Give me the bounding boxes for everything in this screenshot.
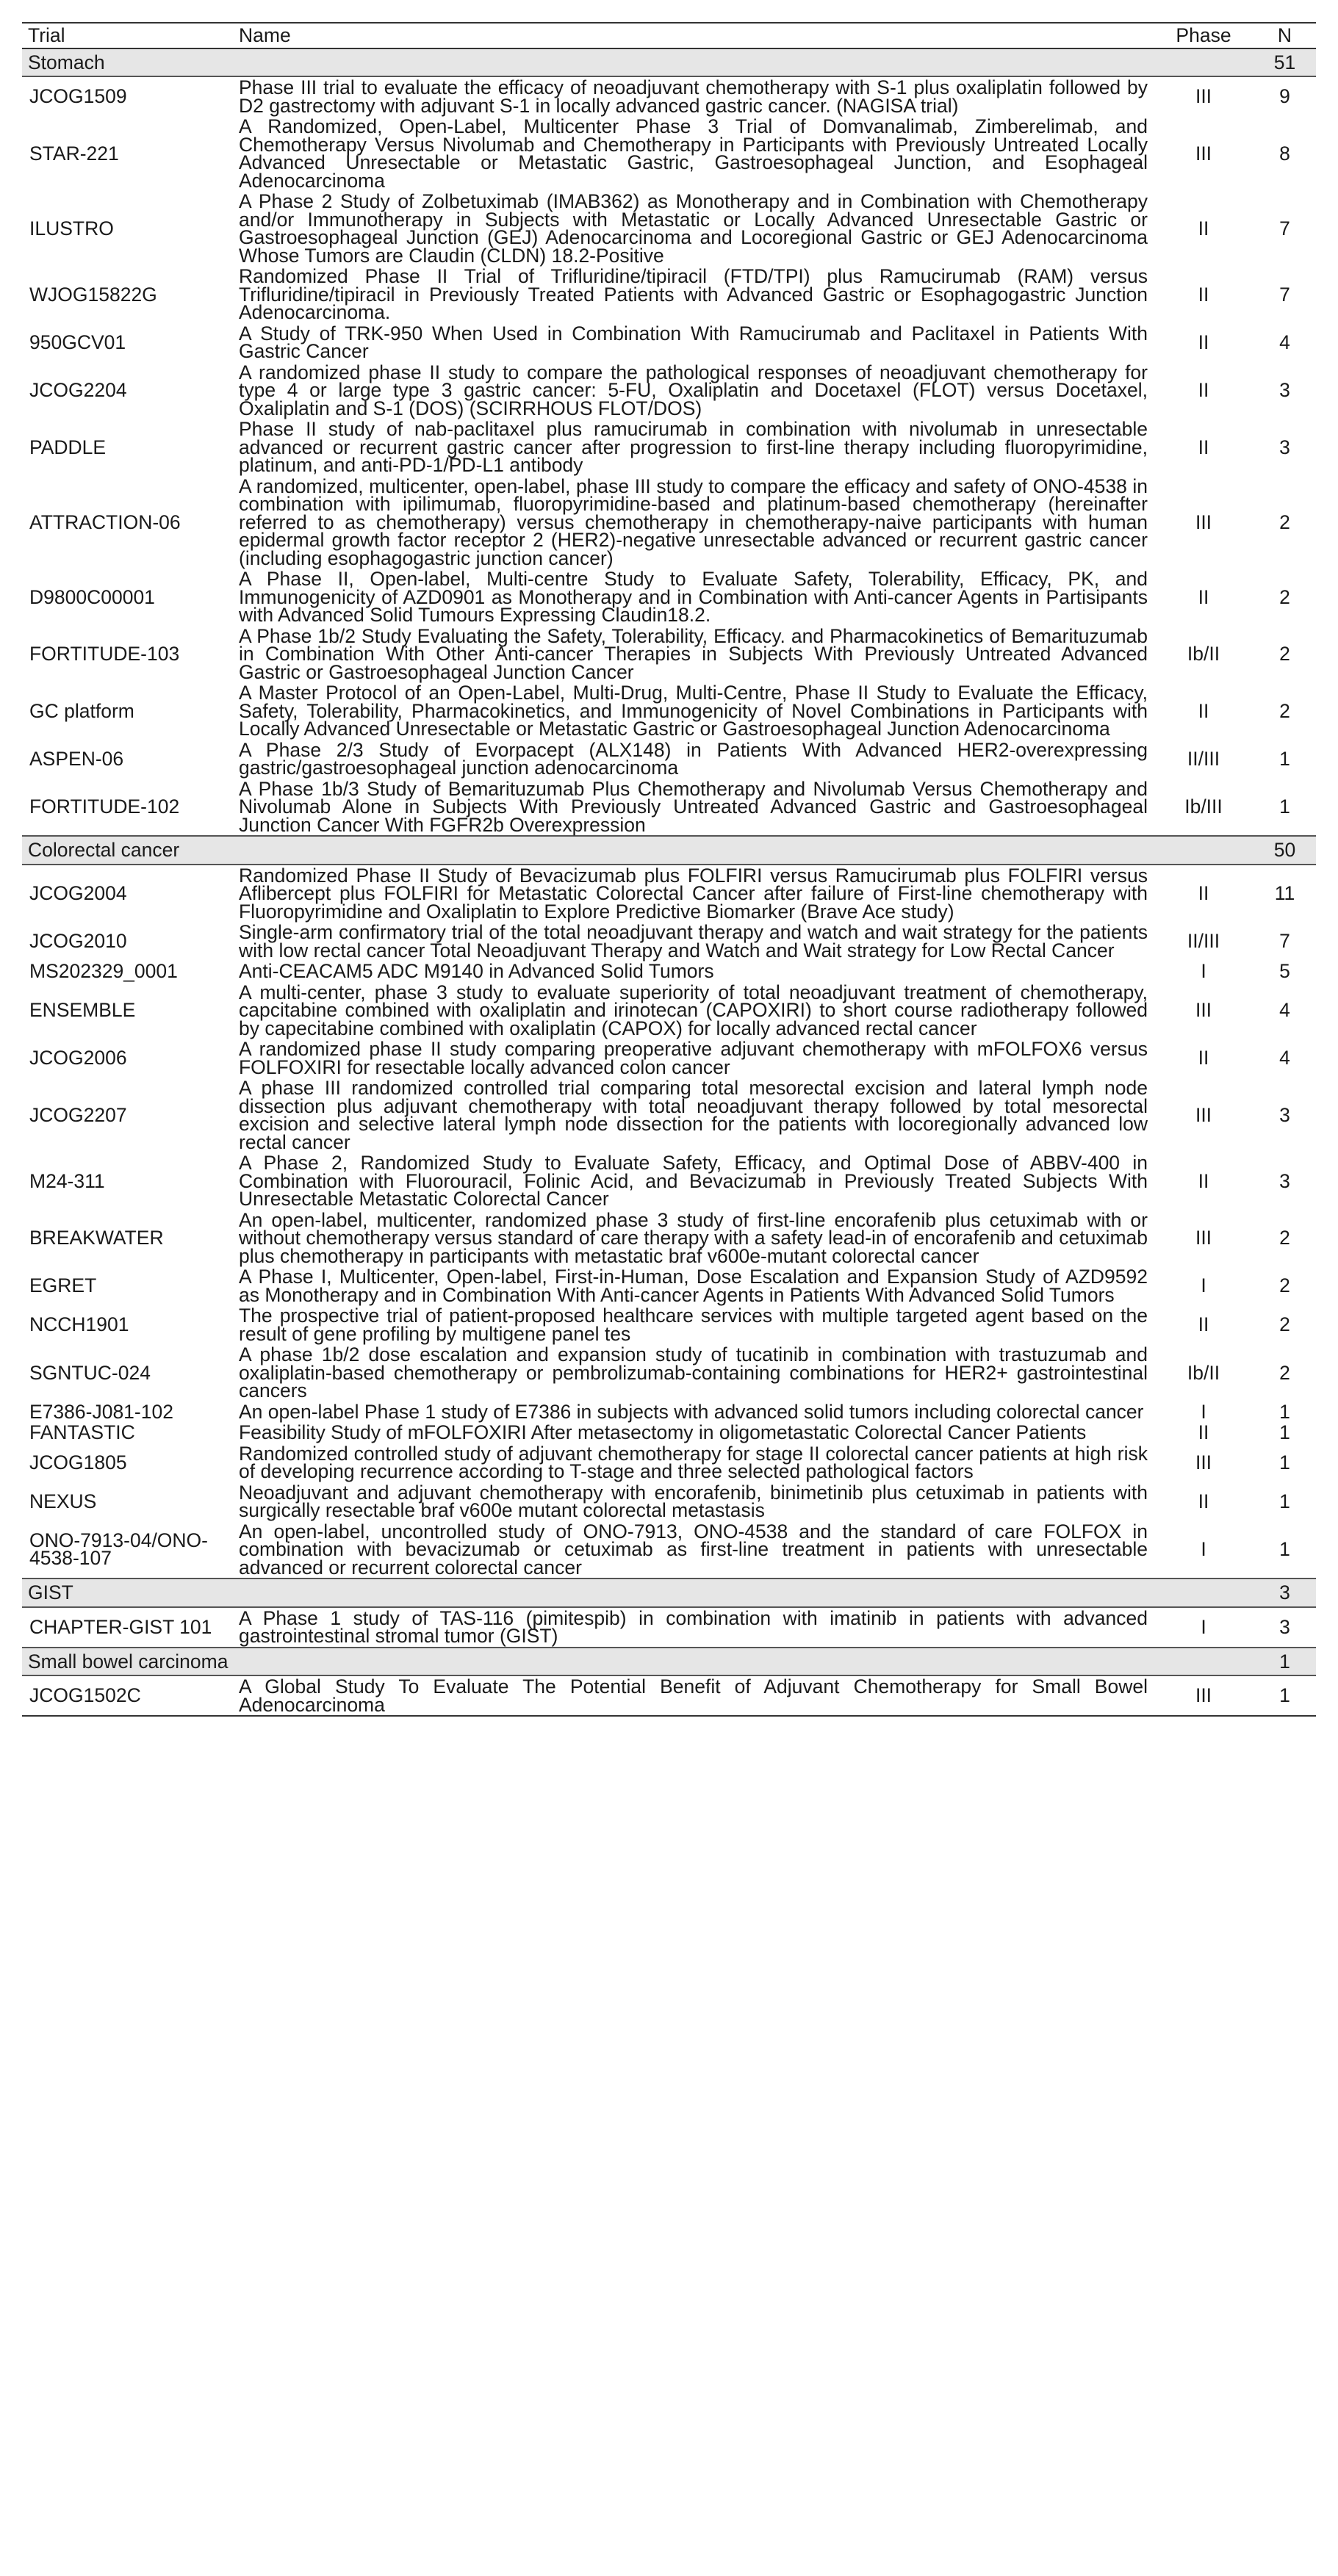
table-row: [22, 1521, 1316, 1579]
trial-cell: ATTRACTION-06: [29, 510, 181, 533]
phase-cell: III: [1195, 142, 1212, 165]
n-cell: 1: [1254, 1675, 1316, 1716]
n-cell: 11: [1274, 882, 1295, 904]
name-cell: Randomized Phase II Study of Bevacizumab plus FOLFIRI versus Ramucirumab plus FOLFIRI versus Aflibercept plus FOLFIRI for Metastatic Colorectal Cancer after failure of First-line chemotherapy with Fluoropyrimidine and Oxaliplatin to Explore Predictive Biomarker (Brave Ace study): [239, 864, 1148, 923]
phase-cell: Ib/II: [1187, 1361, 1220, 1384]
table-row: [22, 922, 1316, 961]
name-cell: An open-label Phase 1 study of E7386 in subjects with advanced solid tumors including colorectal cancer: [239, 1400, 1144, 1423]
table-row: [22, 1266, 1316, 1305]
table-row: [22, 476, 1316, 569]
trial-cell: WJOG15822G: [29, 283, 157, 306]
trial-cell: D9800C00001: [29, 585, 155, 608]
trial-cell: ONO-7913-04/ONO-4538-107: [29, 1529, 208, 1570]
table-row: [22, 191, 1316, 266]
n-cell: 2: [1279, 510, 1290, 533]
trial-cell: JCOG2207: [29, 1103, 127, 1126]
trial-cell: JCOG1509: [29, 85, 127, 108]
table-row: [22, 266, 1316, 323]
trial-cell: STAR-221: [29, 142, 119, 165]
table-row: [22, 1078, 1316, 1152]
section-header-row: [22, 48, 1316, 77]
n-cell: 1: [1279, 1538, 1290, 1560]
trial-cell: BREAKWATER: [29, 1227, 164, 1249]
phase-cell: III: [1195, 510, 1212, 533]
trial-cell: JCOG2204: [29, 379, 127, 401]
phase-cell: II: [1198, 1313, 1209, 1336]
n-cell: 3: [1279, 1615, 1290, 1638]
n-cell: 2: [1279, 643, 1290, 665]
trial-cell: EGRET: [29, 1274, 97, 1297]
section-total: 3: [1254, 1579, 1316, 1607]
clinical-trials-table: [22, 22, 1316, 1717]
phase-cell: II: [1198, 1047, 1209, 1069]
phase-cell: I: [1201, 1538, 1206, 1560]
n-cell: 9: [1279, 85, 1290, 108]
table-row: [22, 1443, 1316, 1482]
trial-cell: M24-311: [29, 1169, 105, 1192]
name-cell: Randomized Phase II Trial of Trifluridine/tipiracil (FTD/TPI) plus Ramucirumab (RAM) versus Trifluridine/tipiracil in Previously Treated Patients with Advanced Gastric or Esophagogastric Junction Adenocarcinoma.: [239, 265, 1148, 323]
n-cell: 1: [1279, 1421, 1290, 1443]
trial-cell: FANTASTIC: [29, 1421, 135, 1443]
section-total: 1: [1254, 1648, 1316, 1676]
table-row: [22, 569, 1316, 626]
trial-cell: CHAPTER-GIST 101: [29, 1615, 212, 1638]
name-cell: A multi-center, phase 3 study to evaluate superiority of total neoadjuvant treatment of chemotherapy, capcitabine combined with oxaliplatin and irinotecan (CAPOXIRI) to short course radiotherapy followed by capecitabine combined with oxaliplatin (CAPOX) for locally advanced rectal cancer: [239, 981, 1148, 1039]
table-row: [22, 1401, 1316, 1423]
table-body: [22, 48, 1316, 1717]
phase-cell: II: [1198, 1169, 1209, 1192]
name-cell: A phase 1b/2 dose escalation and expansion study of tucatinib in combination with trastuzumab and oxaliplatin-based chemotherapy or pembrolizumab-containing combinations for HER2+ gastrointestinal cancers: [239, 1343, 1148, 1401]
n-cell: 4: [1279, 1047, 1290, 1069]
phase-cell: III: [1154, 1675, 1254, 1716]
table-row: [22, 1344, 1316, 1401]
n-cell: 7: [1279, 217, 1290, 239]
trial-cell: SGNTUC-024: [29, 1361, 151, 1384]
name-cell: A Phase 2/3 Study of Evorpacept (ALX148) in Patients With Advanced HER2-overexpressing gastric/gastroesophageal junction adenocarcinoma: [239, 738, 1148, 779]
table-header: [22, 23, 1316, 48]
table-row: [22, 779, 1316, 837]
table-row: [22, 982, 1316, 1039]
n-cell: 7: [1279, 283, 1290, 306]
section-title: Colorectal cancer: [22, 836, 1254, 865]
trial-cell: JCOG2010: [29, 930, 127, 953]
table-row: [22, 362, 1316, 419]
table-row: [22, 1422, 1316, 1443]
name-cell: Randomized controlled study of adjuvant chemotherapy for stage II colorectal cancer patients at high risk of developing recurrence according to T-stage and three selected pathological factors: [239, 1442, 1148, 1482]
section-header-row: [22, 1648, 1316, 1676]
table-row: [22, 419, 1316, 476]
phase-cell: II: [1198, 882, 1209, 904]
name-cell: A Phase I, Multicenter, Open-label, First-in-Human, Dose Escalation and Expansion Study of AZD9592 as Monotherapy and in Combination With Anti-cancer Agents in Patients With Advanced Solid Tumors: [239, 1266, 1148, 1306]
table-row: [22, 865, 1316, 923]
name-cell: A Global Study To Evaluate The Potential Benefit of Adjuvant Chemotherapy for Small Bowel Adenocarcinoma: [233, 1675, 1154, 1716]
header-trial: Trial: [22, 23, 233, 48]
name-cell: A randomized phase II study comparing preoperative adjuvant chemotherapy with mFOLFOX6 versus FOLFOXIRI for resectable locally advanced colon cancer: [239, 1038, 1148, 1078]
phase-cell: II: [1198, 585, 1209, 608]
name-cell: Single-arm confirmatory trial of the total neoadjuvant therapy and watch and wait strategy for the patients with low rectal cancer Total Neoadjuvant Therapy and Watch and Wait strategy for Low Rectal Cancer: [239, 921, 1148, 962]
n-cell: 3: [1279, 1169, 1290, 1192]
phase-cell: I: [1201, 1615, 1206, 1638]
section-total: 51: [1254, 48, 1316, 77]
name-cell: A Phase 2, Randomized Study to Evaluate Safety, Efficacy, and Optimal Dose of ABBV-400 in Combination with Fluorouracil, Folinic Acid, and Bevacizumab in Previously Treated Subjects With Unresectable Metastatic Colorectal Cancer: [239, 1152, 1148, 1210]
name-cell: Phase II study of nab-paclitaxel plus ramucirumab in combination with nivolumab in unresectable advanced or recurrent gastric cancer after progression to first-line therapy including fluoropyrimidine, platinum, and anti-PD-1/PD-L1 antibody: [239, 418, 1148, 476]
table-row: [22, 961, 1316, 982]
trial-cell: JCOG1502C: [22, 1675, 233, 1716]
phase-cell: II: [1198, 283, 1209, 306]
phase-cell: II: [1198, 379, 1209, 401]
trial-cell: JCOG2006: [29, 1047, 127, 1069]
n-cell: 3: [1279, 436, 1290, 458]
trial-cell: GC platform: [29, 699, 134, 722]
section-title: Small bowel carcinoma: [22, 1648, 1254, 1676]
section-title: GIST: [22, 1579, 1254, 1607]
trial-cell: MS202329_0001: [29, 960, 178, 982]
table-row: [22, 1607, 1316, 1648]
table-row: [22, 1210, 1316, 1267]
table-row: [22, 1305, 1316, 1344]
name-cell: A randomized, multicenter, open-label, phase III study to compare the efficacy and safety of ONO-4538 in combination with ipilimumab, fluoropyrimidine-based and platinum-based chemotherapy (hereinafter referred to as chemotherapy) versus chemotherapy in chemotherapy-naive participants with human epidermal growth factor receptor 2 (HER2)-negative unresectable advanced or recurrent gastric cancer (including esophagogastric junction cancer): [239, 475, 1148, 569]
name-cell: Anti-CEACAM5 ADC M9140 in Advanced Solid Tumors: [239, 960, 714, 982]
name-cell: Feasibility Study of mFOLFOXIRI After metasectomy in oligometastatic Colorectal Cancer Patients: [239, 1421, 1087, 1443]
phase-cell: III: [1195, 85, 1212, 108]
table-row: [22, 1675, 1316, 1716]
phase-cell: II: [1198, 1421, 1209, 1443]
n-cell: 1: [1279, 1451, 1290, 1473]
n-cell: 4: [1279, 331, 1290, 353]
name-cell: A Phase 1 study of TAS-116 (pimitespib) in combination with imatinib in patients with advanced gastrointestinal stromal tumor (GIST): [239, 1606, 1148, 1647]
phase-cell: II: [1198, 331, 1209, 353]
n-cell: 1: [1279, 747, 1290, 770]
trial-cell: PADDLE: [29, 436, 107, 458]
name-cell: A randomized phase II study to compare the pathological responses of neoadjuvant chemotherapy for type 4 or large type 3 gastric cancer: 5-FU, Oxaliplatin and Docetaxel (FLOT) versus Docetaxel, Oxaliplatin and S-1 (DOS) (SCIRRHOUS FLOT/DOS): [239, 361, 1148, 419]
n-cell: 3: [1279, 379, 1290, 401]
phase-cell: III: [1195, 1103, 1212, 1126]
n-cell: 5: [1279, 960, 1290, 982]
name-cell: A Phase 2 Study of Zolbetuximab (IMAB362) as Monotherapy and in Combination with Chemotherapy and/or Immunotherapy in Subjects with Metastatic or Locally Advanced Unresectable Gastric or Gastroesophageal Junction (GEJ) Adenocarcinoma and Locoregional Gastric or GEJ Adenocarcinoma Whose Tumors are Claudin (CLDN) 18.2-Positive: [239, 190, 1148, 267]
name-cell: A Study of TRK-950 When Used in Combination With Ramucirumab and Paclitaxel in Patients With Gastric Cancer: [239, 322, 1148, 362]
n-cell: 2: [1279, 585, 1290, 608]
n-cell: 1: [1279, 1400, 1290, 1423]
table-row: [22, 323, 1316, 362]
n-cell: 1: [1279, 795, 1290, 818]
trial-cell: ILUSTRO: [29, 217, 114, 239]
phase-cell: II: [1198, 436, 1209, 458]
phase-cell: II: [1198, 1490, 1209, 1512]
n-cell: 7: [1279, 930, 1290, 953]
table-row: [22, 116, 1316, 191]
table-row: [22, 1152, 1316, 1210]
trial-cell: NEXUS: [29, 1490, 97, 1512]
name-cell: Neoadjuvant and adjuvant chemotherapy with encorafenib, binimetinib plus cetuximab in patients with surgically resectable braf v600e mutant colorectal metastasis: [239, 1481, 1148, 1521]
section-header-row: [22, 1579, 1316, 1607]
trial-cell: FORTITUDE-103: [29, 643, 180, 665]
header-phase: Phase: [1154, 23, 1254, 48]
trial-cell: FORTITUDE-102: [29, 795, 180, 818]
phase-cell: III: [1195, 1451, 1212, 1473]
n-cell: 2: [1279, 1274, 1290, 1297]
phase-cell: II/III: [1187, 930, 1220, 953]
trial-cell: ASPEN-06: [29, 747, 124, 770]
table-row: [22, 626, 1316, 683]
trial-cell: E7386-J081-102: [29, 1400, 173, 1423]
header-name: Name: [233, 23, 1154, 48]
table-row: [22, 1039, 1316, 1078]
name-cell: A phase III randomized controlled trial comparing total mesorectal excision and lateral lymph node dissection plus adjuvant chemotherapy with total neoadjuvant therapy followed by total mesorectal excision and selective lateral lymph node dissection for the patients with locoregionally advanced low rectal cancer: [239, 1077, 1148, 1153]
phase-cell: I: [1201, 1400, 1206, 1423]
phase-cell: I: [1201, 1274, 1206, 1297]
trial-cell: 950GCV01: [29, 331, 126, 353]
table-row: [22, 76, 1316, 116]
trial-cell: NCCH1901: [29, 1313, 129, 1336]
n-cell: 2: [1279, 1227, 1290, 1249]
table-row: [22, 1482, 1316, 1521]
trial-cell: ENSEMBLE: [29, 999, 136, 1021]
table-row: [22, 740, 1316, 779]
n-cell: 2: [1279, 699, 1290, 722]
phase-cell: I: [1201, 960, 1206, 982]
phase-cell: II/III: [1187, 747, 1220, 770]
trial-cell: JCOG1805: [29, 1451, 127, 1473]
name-cell: Phase III trial to evaluate the efficacy of neoadjuvant chemotherapy with S-1 plus oxaliplatin followed by D2 gastrectomy with adjuvant S-1 in locally advanced gastric cancer. (NAGISA trial): [239, 76, 1148, 117]
trial-cell: JCOG2004: [29, 882, 127, 904]
n-cell: 8: [1279, 142, 1290, 165]
name-cell: A Phase 1b/3 Study of Bemarituzumab Plus Chemotherapy and Nivolumab Versus Chemotherapy and Nivolumab Alone in Subjects With Previously Untreated Advanced Gastric and Gastroesophageal Junction Cancer With FGFR2b Overexpression: [239, 777, 1148, 836]
name-cell: The prospective trial of patient-proposed healthcare services with multiple targeted agent based on the result of gene profiling by multigene panel tes: [239, 1305, 1148, 1345]
name-cell: A Phase 1b/2 Study Evaluating the Safety, Tolerability, Efficacy. and Pharmacokinetics of Bemarituzumab in Combination With Other Anti-cancer Therapies in Subjects With Previously Untreated Advanced Gastric or Gastroesophageal Junction Cancer: [239, 624, 1148, 683]
name-cell: A Master Protocol of an Open-Label, Multi-Drug, Multi-Centre, Phase II Study to Evaluate the Efficacy, Safety, Tolerability, Pharmacokinetics, and Immunogenicity of Novel Combinations in Participants with Locally Advanced Unresectable or Metastatic Gastric or Gastroesophageal Junction Adenocarcinoma: [239, 682, 1148, 740]
section-title: Stomach: [22, 48, 1254, 77]
n-cell: 3: [1279, 1103, 1290, 1126]
phase-cell: III: [1195, 1227, 1212, 1249]
phase-cell: Ib/III: [1184, 795, 1223, 818]
section-total: 50: [1254, 836, 1316, 865]
section-header-row: [22, 836, 1316, 865]
n-cell: 2: [1279, 1361, 1290, 1384]
phase-cell: III: [1195, 999, 1212, 1021]
name-cell: A Randomized, Open-Label, Multicenter Phase 3 Trial of Domvanalimab, Zimberelimab, and Chemotherapy Versus Nivolumab and Chemotherapy in Participants with Previously Untreated Locally Advanced Unresectable or Metastatic Gastric, Gastroesophageal Junction, and Esophageal Adenocarcinoma: [239, 115, 1148, 192]
phase-cell: II: [1198, 217, 1209, 239]
phase-cell: II: [1198, 699, 1209, 722]
n-cell: 1: [1279, 1490, 1290, 1512]
name-cell: An open-label, uncontrolled study of ONO-7913, ONO-4538 and the standard of care FOLFOX in combination with bevacizumab or cetuximab as first-line treatment in patients with unresectable advanced or recurrent colorectal cancer: [239, 1520, 1148, 1579]
name-cell: An open-label, multicenter, randomized phase 3 study of first-line encorafenib plus cetuximab with or without chemotherapy versus standard of care therapy with a safety lead-in of encorafenib and cetuximab plus chemotherapy in participants with metastatic braf v600e-mutant colorectal cancer: [239, 1208, 1148, 1267]
phase-cell: Ib/II: [1187, 643, 1220, 665]
name-cell: A Phase II, Open-label, Multi-centre Study to Evaluate Safety, Tolerability, Efficacy, PK, and Immunogenicity of AZD0901 as Monotherapy and in Combination with Anti-cancer Agents in Partisipants with Advanced Solid Tumours Expressing Claudin18.2.: [239, 568, 1148, 626]
header-n: N: [1254, 23, 1316, 48]
n-cell: 2: [1279, 1313, 1290, 1336]
n-cell: 4: [1279, 999, 1290, 1021]
table-row: [22, 682, 1316, 740]
